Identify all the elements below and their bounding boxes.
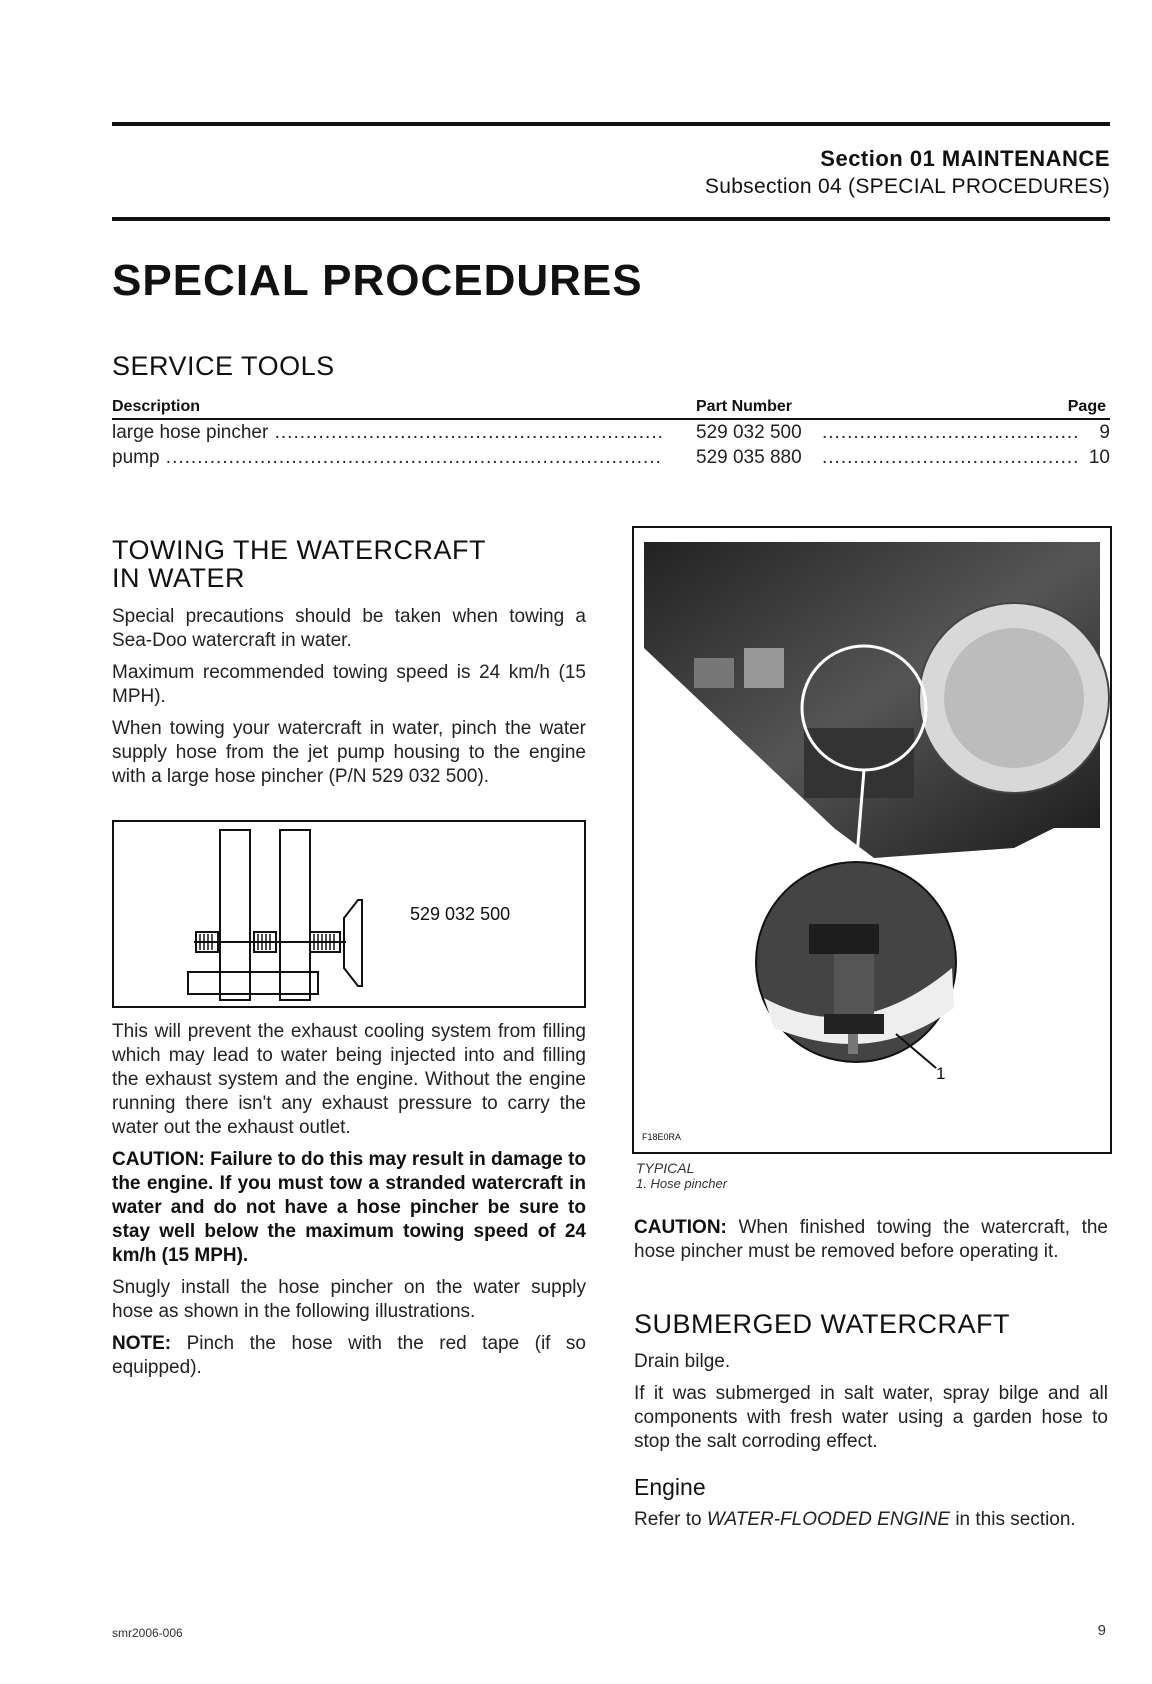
- right-caution-paragraph: [634, 1216, 1108, 1264]
- towing-text-top: [112, 605, 586, 797]
- towing-heading: [112, 536, 486, 592]
- tool-part-number: 529 032 500: [410, 904, 511, 924]
- caution-label: CAUTION:: [112, 1149, 205, 1170]
- towing-p4: This will prevent the exhaust cooling system from filling which may lead to water being injected into and filling the exhaust system and the engine. Without the engine running there isn't any exhaust pressure to carry the water out the exhaust outlet.: [112, 1021, 586, 1138]
- towing-p3: When towing your watercraft in water, pinch the water supply hose from the jet pump housing to the engine with a large hose pincher (P/N 529 032 500).: [112, 718, 586, 787]
- note-text: Pinch the hose with the red tape (if so equipped).: [112, 1333, 586, 1378]
- towing-p2: Maximum recommended towing speed is 24 km/h (15 MPH).: [112, 662, 586, 707]
- row-leader: [822, 420, 1077, 445]
- col-page: Page: [1067, 398, 1106, 415]
- col-description: Description: [112, 398, 201, 415]
- caution-text: Failure to do this may result in damage to the engine. If you must tow a stranded watercraft in water and do not have a hose pincher be sure to stay well below the maximum towing speed of 24 km/h (15 MPH).: [112, 1149, 587, 1266]
- submerged-p1: Drain bilge.: [634, 1351, 731, 1372]
- row-leader: [822, 445, 1077, 470]
- towing-heading-line1: TOWING THE WATERCRAFT: [112, 535, 486, 565]
- towing-p1: Special precautions should be taken when towing a Sea-Doo watercraft in water.: [112, 606, 586, 651]
- towing-note: [112, 1332, 586, 1380]
- row-page: 9: [1095, 420, 1110, 445]
- row-description: large hose pincher .....: [112, 420, 662, 445]
- hose-pincher-photo-figure: [632, 526, 1112, 1154]
- table-row: [112, 445, 1110, 470]
- submerged-p2: If it was submerged in salt water, spray bilge and all components with fresh water using a garden hose to stop the salt corroding effect.: [634, 1383, 1108, 1452]
- caption-title: TYPICAL: [636, 1160, 695, 1176]
- figure-caption: [636, 1160, 727, 1192]
- table-row: [112, 420, 1110, 445]
- towing-heading-line2: IN WATER: [112, 563, 245, 593]
- note-label: NOTE:: [112, 1333, 172, 1354]
- hose-pincher-tool-drawing: [114, 822, 584, 1006]
- footer-doc-code: smr2006-006: [112, 1626, 183, 1640]
- submerged-heading: SUBMERGED WATERCRAFT: [634, 1309, 1011, 1339]
- right-caution: [634, 1216, 1108, 1272]
- service-tools-heading: SERVICE TOOLS: [112, 351, 335, 381]
- engine-text-post: in this section.: [955, 1509, 1076, 1530]
- figure-callout: 1: [936, 1064, 946, 1083]
- engine-heading: Engine: [634, 1474, 706, 1500]
- engine-text-ref: WATER-FLOODED ENGINE: [706, 1509, 951, 1530]
- header-bottom-rule: [112, 217, 1110, 221]
- page-title: SPECIAL PROCEDURES: [112, 256, 643, 305]
- top-rule: [112, 122, 1110, 126]
- hose-pincher-tool-figure: [112, 820, 586, 1008]
- towing-caution: [112, 1148, 586, 1268]
- engine-text: [634, 1508, 1108, 1540]
- row-description: pump .....: [112, 445, 662, 470]
- submerged-text: [634, 1350, 1108, 1462]
- engine-paragraph: [634, 1508, 1108, 1532]
- col-part-number: Part Number: [696, 398, 793, 415]
- row-part-number: 529 035 880: [692, 445, 816, 470]
- caption-item: 1. Hose pincher: [636, 1176, 728, 1191]
- towing-p5: Snugly install the hose pincher on the water supply hose as shown in the following illustrations.: [112, 1277, 586, 1322]
- header-section: Section 01 MAINTENANCE: [820, 146, 1110, 171]
- footer-page-number: 9: [1097, 1622, 1106, 1639]
- row-part-number: 529 032 500: [692, 420, 816, 445]
- engine-text-pre: Refer to: [634, 1509, 702, 1530]
- engine-photo: [634, 528, 1110, 1152]
- figure-code: F18E0RA: [642, 1132, 682, 1142]
- row-page: 10: [1085, 445, 1110, 470]
- table-header: [112, 396, 1110, 420]
- right-caution-text: When finished towing the watercraft, the hose pincher must be removed before operating it.: [634, 1217, 1108, 1262]
- right-caution-label: CAUTION:: [634, 1217, 727, 1238]
- towing-text-bottom: [112, 1020, 586, 1388]
- header-subsection: Subsection 04 (SPECIAL PROCEDURES): [704, 175, 1110, 198]
- service-tools-table: [112, 396, 1110, 470]
